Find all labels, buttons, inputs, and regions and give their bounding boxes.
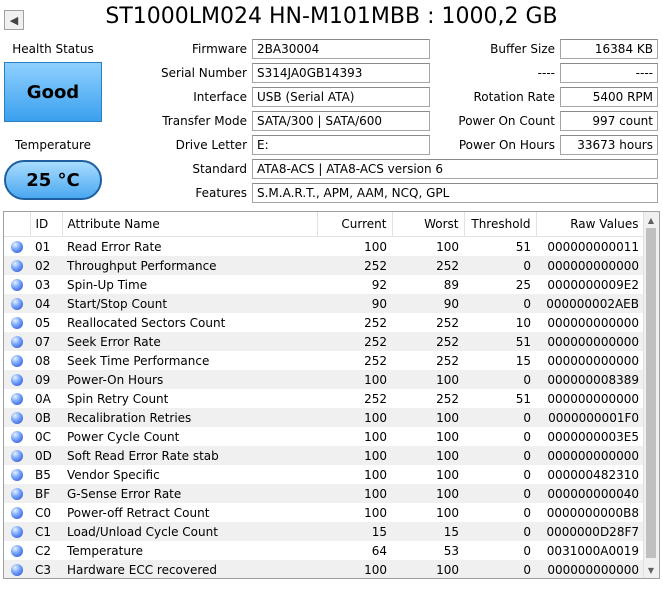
features-value: S.M.A.R.T., APM, AAM, NCQ, GPL	[252, 183, 658, 203]
current-column-header[interactable]: Current	[317, 212, 392, 237]
attribute-raw: 000000000040	[536, 484, 644, 503]
attribute-raw: 0000000001F0	[536, 408, 644, 427]
triangle-left-icon: ◀	[9, 13, 19, 27]
attribute-current: 252	[364, 353, 387, 368]
status-good-icon	[11, 450, 23, 462]
attribute-current: 15	[317, 522, 392, 541]
attribute-threshold: 0	[464, 408, 536, 427]
attribute-id: C0	[35, 505, 52, 520]
attribute-threshold: 0	[523, 429, 531, 444]
table-row[interactable]	[4, 408, 644, 427]
buffer-size-label: Buffer Size	[490, 42, 555, 56]
attribute-name: Power-off Retract Count	[67, 505, 210, 520]
attribute-name: Power Cycle Count	[67, 429, 180, 444]
attribute-current: 100	[364, 467, 387, 482]
attribute-name: Spin-Up Time	[67, 277, 148, 292]
power-on-hours-value: 33673 hours	[560, 135, 658, 155]
table-row[interactable]	[4, 351, 644, 370]
attribute-current: 100	[317, 408, 392, 427]
attribute-current: 100	[364, 505, 387, 520]
table-row[interactable]	[4, 522, 644, 541]
attribute-threshold: 15	[515, 353, 531, 368]
table-row[interactable]	[4, 313, 644, 332]
attribute-name-column-header[interactable]: Attribute Name	[62, 212, 317, 237]
table-row[interactable]	[4, 237, 644, 257]
attribute-threshold: 0	[464, 370, 536, 389]
table-header-row	[4, 212, 644, 237]
table-row[interactable]	[4, 427, 644, 446]
attribute-raw: 000000000000	[536, 446, 644, 465]
attribute-current: 100	[364, 239, 387, 254]
attribute-name: Recalibration Retries	[62, 408, 317, 427]
attribute-raw: 000000000000	[536, 332, 644, 351]
health-status-label: Health Status	[12, 42, 94, 56]
attribute-worst: 252	[436, 315, 459, 330]
attribute-raw: 0000000000B8	[546, 505, 639, 520]
attribute-raw: 000000008389	[536, 370, 644, 389]
attribute-raw: 000000000000	[547, 353, 639, 368]
status-good-icon	[11, 298, 23, 310]
status-good-icon	[11, 526, 23, 538]
attribute-name: Reallocated Sectors Count	[67, 315, 226, 330]
table-row[interactable]	[4, 560, 644, 579]
drive-letter-value: E:	[252, 135, 430, 155]
attribute-current: 92	[371, 277, 387, 292]
firmware-value: 2BA30004	[252, 39, 430, 59]
unknown-label: ----	[537, 66, 555, 80]
attribute-threshold: 10	[515, 315, 531, 330]
standard-label: Standard	[192, 162, 247, 176]
attribute-current: 252	[317, 256, 392, 275]
attribute-id: 0A	[35, 391, 51, 406]
attribute-threshold: 51	[464, 332, 536, 351]
status-good-icon	[11, 431, 23, 443]
transfer-mode-label: Transfer Mode	[162, 114, 247, 128]
attribute-threshold: 0	[464, 256, 536, 275]
table-row[interactable]	[4, 275, 644, 294]
status-good-icon	[11, 241, 23, 253]
attribute-worst: 100	[392, 560, 464, 579]
attribute-raw: 000000000000	[547, 315, 639, 330]
buffer-size-value: 16384 KB	[560, 39, 658, 59]
attribute-worst: 53	[443, 543, 459, 558]
attribute-name: Temperature	[67, 543, 144, 558]
attribute-worst: 100	[436, 239, 459, 254]
attribute-threshold: 0	[464, 560, 536, 579]
table-row[interactable]	[4, 294, 644, 313]
scroll-up-icon[interactable]: ▲	[647, 215, 655, 225]
power-on-hours-label: Power On Hours	[458, 138, 555, 152]
table-row[interactable]	[4, 541, 644, 560]
worst-column-header[interactable]: Worst	[392, 212, 464, 237]
attribute-name: Spin Retry Count	[67, 391, 169, 406]
status-good-icon	[11, 260, 23, 272]
attribute-id: C2	[35, 543, 52, 558]
attribute-current: 100	[317, 484, 392, 503]
attribute-worst: 100	[436, 505, 459, 520]
attribute-id: 08	[35, 353, 51, 368]
status-good-icon	[11, 355, 23, 367]
unknown-value: ----	[560, 63, 658, 83]
table-row[interactable]	[4, 484, 644, 503]
status-good-icon	[11, 412, 23, 424]
status-good-icon	[11, 564, 23, 576]
threshold-column-header[interactable]: Threshold	[464, 212, 536, 237]
attribute-current: 252	[364, 391, 387, 406]
attribute-id: 03	[35, 277, 51, 292]
attribute-id: 0C	[35, 429, 52, 444]
status-good-icon	[11, 317, 23, 329]
attribute-name: Read Error Rate	[67, 239, 162, 254]
attribute-threshold: 0	[464, 522, 536, 541]
attribute-raw: 000000000000	[536, 560, 644, 579]
attribute-threshold: 51	[515, 391, 531, 406]
attribute-threshold: 0	[523, 543, 531, 558]
attribute-raw: 0000000D28F7	[536, 522, 644, 541]
attribute-worst: 15	[392, 522, 464, 541]
attribute-current: 90	[317, 294, 392, 313]
table-row[interactable]	[4, 465, 644, 484]
attribute-threshold: 0	[523, 467, 531, 482]
attribute-name: Seek Error Rate	[62, 332, 317, 351]
serial-number-value: S314JA0GB14393	[252, 63, 430, 83]
attribute-raw: 000000000000	[536, 256, 644, 275]
table-row[interactable]	[4, 446, 644, 465]
attribute-id: 01	[35, 239, 51, 254]
temperature-button[interactable]: 25 °C	[4, 160, 102, 200]
attribute-raw: 000000000011	[547, 239, 639, 254]
attribute-id: B5	[35, 467, 51, 482]
attribute-id: 0B	[30, 408, 62, 427]
status-good-icon	[11, 374, 23, 386]
disk-title: ST1000LM024 HN-M101MBB : 1000,2 GB	[105, 4, 558, 29]
attribute-raw: 0000000009E2	[547, 277, 639, 292]
power-on-count-value: 997 count	[560, 111, 658, 131]
raw-values-column-header[interactable]: Raw Values	[536, 212, 644, 237]
status-good-icon	[11, 545, 23, 557]
attribute-name: Throughput Performance	[62, 256, 317, 275]
attribute-current: 64	[371, 543, 387, 558]
attribute-name: Power-On Hours	[62, 370, 317, 389]
features-label: Features	[195, 186, 247, 200]
attribute-id: C1	[30, 522, 62, 541]
attribute-threshold: 25	[515, 277, 531, 292]
scrollbar-thumb[interactable]	[646, 228, 656, 558]
attribute-id: 02	[30, 256, 62, 275]
table-row[interactable]	[4, 389, 644, 408]
attribute-current: 100	[317, 446, 392, 465]
attribute-current: 252	[364, 315, 387, 330]
attribute-worst: 252	[436, 353, 459, 368]
attribute-raw: 0000000003E5	[547, 429, 639, 444]
interface-label: Interface	[193, 90, 247, 104]
attribute-id: 09	[30, 370, 62, 389]
attribute-name: G-Sense Error Rate	[62, 484, 317, 503]
status-good-icon	[11, 393, 23, 405]
attribute-current: 100	[364, 429, 387, 444]
attribute-raw: 0031000A0019	[546, 543, 639, 558]
attribute-worst: 100	[392, 484, 464, 503]
attribute-raw: 000000482310	[547, 467, 639, 482]
attribute-worst: 100	[436, 467, 459, 482]
attribute-current: 252	[317, 332, 392, 351]
attribute-threshold: 0	[464, 294, 536, 313]
attribute-id: 07	[30, 332, 62, 351]
attribute-id: 0D	[30, 446, 62, 465]
status-good-icon	[11, 507, 23, 519]
firmware-label: Firmware	[192, 42, 247, 56]
table-row[interactable]	[4, 256, 644, 275]
attribute-worst: 252	[436, 391, 459, 406]
status-column-header[interactable]	[4, 212, 30, 237]
attribute-worst: 100	[392, 446, 464, 465]
attribute-id: 04	[30, 294, 62, 313]
attribute-worst: 100	[436, 429, 459, 444]
attribute-id: 05	[35, 315, 51, 330]
attribute-worst: 100	[392, 408, 464, 427]
status-good-icon	[11, 336, 23, 348]
smart-attributes-table	[3, 211, 660, 579]
standard-value: ATA8-ACS | ATA8-ACS version 6	[252, 159, 658, 179]
attribute-id: C3	[30, 560, 62, 579]
attribute-threshold: 51	[515, 239, 531, 254]
attribute-name: Seek Time Performance	[67, 353, 210, 368]
attribute-worst: 252	[392, 332, 464, 351]
drive-letter-label: Drive Letter	[175, 138, 247, 152]
attribute-worst: 89	[443, 277, 459, 292]
attribute-threshold: 0	[464, 484, 536, 503]
table-row[interactable]	[4, 370, 644, 389]
status-good-icon	[11, 488, 23, 500]
table-row[interactable]	[4, 503, 644, 522]
attribute-raw: 000000000000	[547, 391, 639, 406]
id-column-header[interactable]: ID	[30, 212, 62, 237]
attribute-name: Hardware ECC recovered	[62, 560, 317, 579]
attribute-name: Soft Read Error Rate stab	[62, 446, 317, 465]
attribute-worst: 90	[392, 294, 464, 313]
attribute-threshold: 0	[464, 446, 536, 465]
attribute-worst: 252	[392, 256, 464, 275]
attribute-raw: 000000002AEB	[536, 294, 644, 313]
serial-number-label: Serial Number	[161, 66, 247, 80]
interface-value: USB (Serial ATA)	[252, 87, 430, 107]
attribute-name: Vendor Specific	[67, 467, 160, 482]
health-status-button[interactable]: Good	[4, 62, 102, 122]
power-on-count-label: Power On Count	[458, 114, 555, 128]
attribute-threshold: 0	[523, 505, 531, 520]
attribute-name: Start/Stop Count	[62, 294, 317, 313]
rotation-rate-label: Rotation Rate	[473, 90, 555, 104]
attribute-id: BF	[30, 484, 62, 503]
attribute-worst: 100	[392, 370, 464, 389]
status-good-icon	[11, 469, 23, 481]
temperature-label: Temperature	[14, 138, 91, 152]
attribute-current: 100	[317, 560, 392, 579]
rotation-rate-value: 5400 RPM	[560, 87, 658, 107]
status-good-icon	[11, 279, 23, 291]
transfer-mode-value: SATA/300 | SATA/600	[252, 111, 430, 131]
attribute-current: 100	[317, 370, 392, 389]
attribute-name: Load/Unload Cycle Count	[62, 522, 317, 541]
table-row[interactable]	[4, 332, 644, 351]
scroll-down-icon[interactable]: ▼	[647, 565, 655, 575]
